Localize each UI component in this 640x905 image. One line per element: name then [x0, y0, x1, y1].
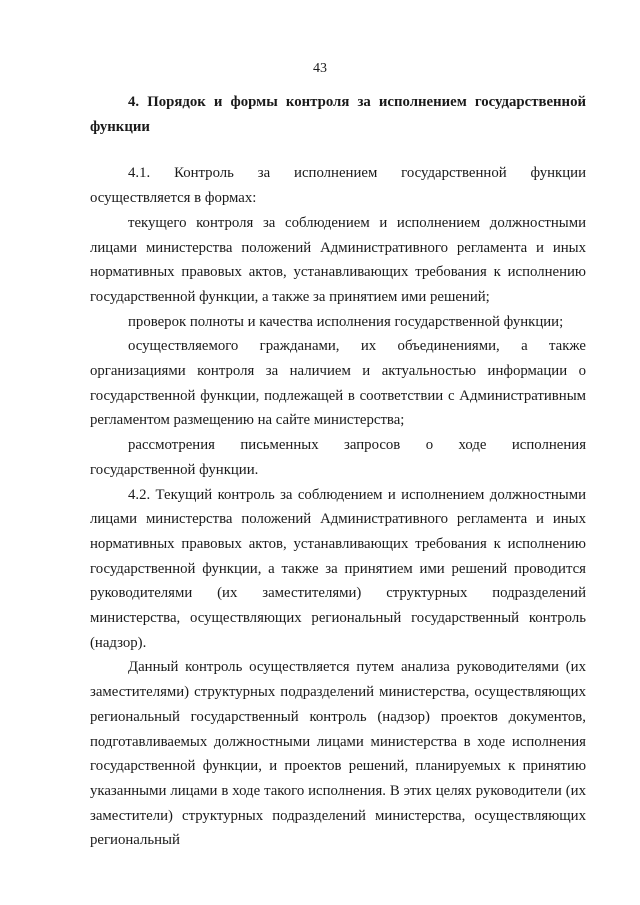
paragraph-analysis: Данный контроль осуществляется путем анализа руководителями (их заместителями) структурных подразделений министерства, осуществляющих региональный государственный контроль (надзор) проектов документов, подготавливаемых должностными лицами министерства в ходе исполнения государственной функции, и проектов решений, планируемых к принятию указанными лицами в ходе такого исполнения. В этих целях руководители (их заместители) структурных подразделений министерства, осуществляющих региональный	[90, 659, 586, 849]
paragraph-current-control: текущего контроля за соблюдением и исполнением должностными лицами министерства положений Административного регламента и иных нормативных правовых актов, устанавливающих требования к исполнению государственной функции, а также за принятием ими решений;	[90, 214, 586, 305]
paragraph-inspections: проверок полноты и качества исполнения государственной функции;	[128, 313, 564, 330]
section-heading: 4. Порядок и формы контроля за исполнением государственной функции	[90, 94, 586, 135]
paragraph-4-2: 4.2. Текущий контроль за соблюдением и исполнением должностными лицами министерства положений Административного регламента и иных нормативных правовых актов, устанавливающих требования к исполнению государственной функции, а также за принятием ими решений проводится руководителями (их заместителями) структурных подразделений министерства, осуществляющих региональный государственный контроль (надзор).	[90, 486, 586, 651]
spacer	[90, 139, 586, 161]
paragraph-written-requests: рассмотрения письменных запросов о ходе исполнения государственной функции.	[90, 437, 586, 478]
page-body	[90, 90, 586, 853]
paragraph-citizen-control: осуществляемого гражданами, их объединениями, а также организациями контроля за наличием и актуальностью информации о государственной функции, подлежащей в соответствии с Административным регламентом размещению на сайте министерства;	[90, 338, 586, 429]
page-number: 43	[313, 61, 327, 76]
paragraph-4-1-intro: 4.1. Контроль за исполнением государственной функции осуществляется в формах:	[90, 165, 586, 207]
